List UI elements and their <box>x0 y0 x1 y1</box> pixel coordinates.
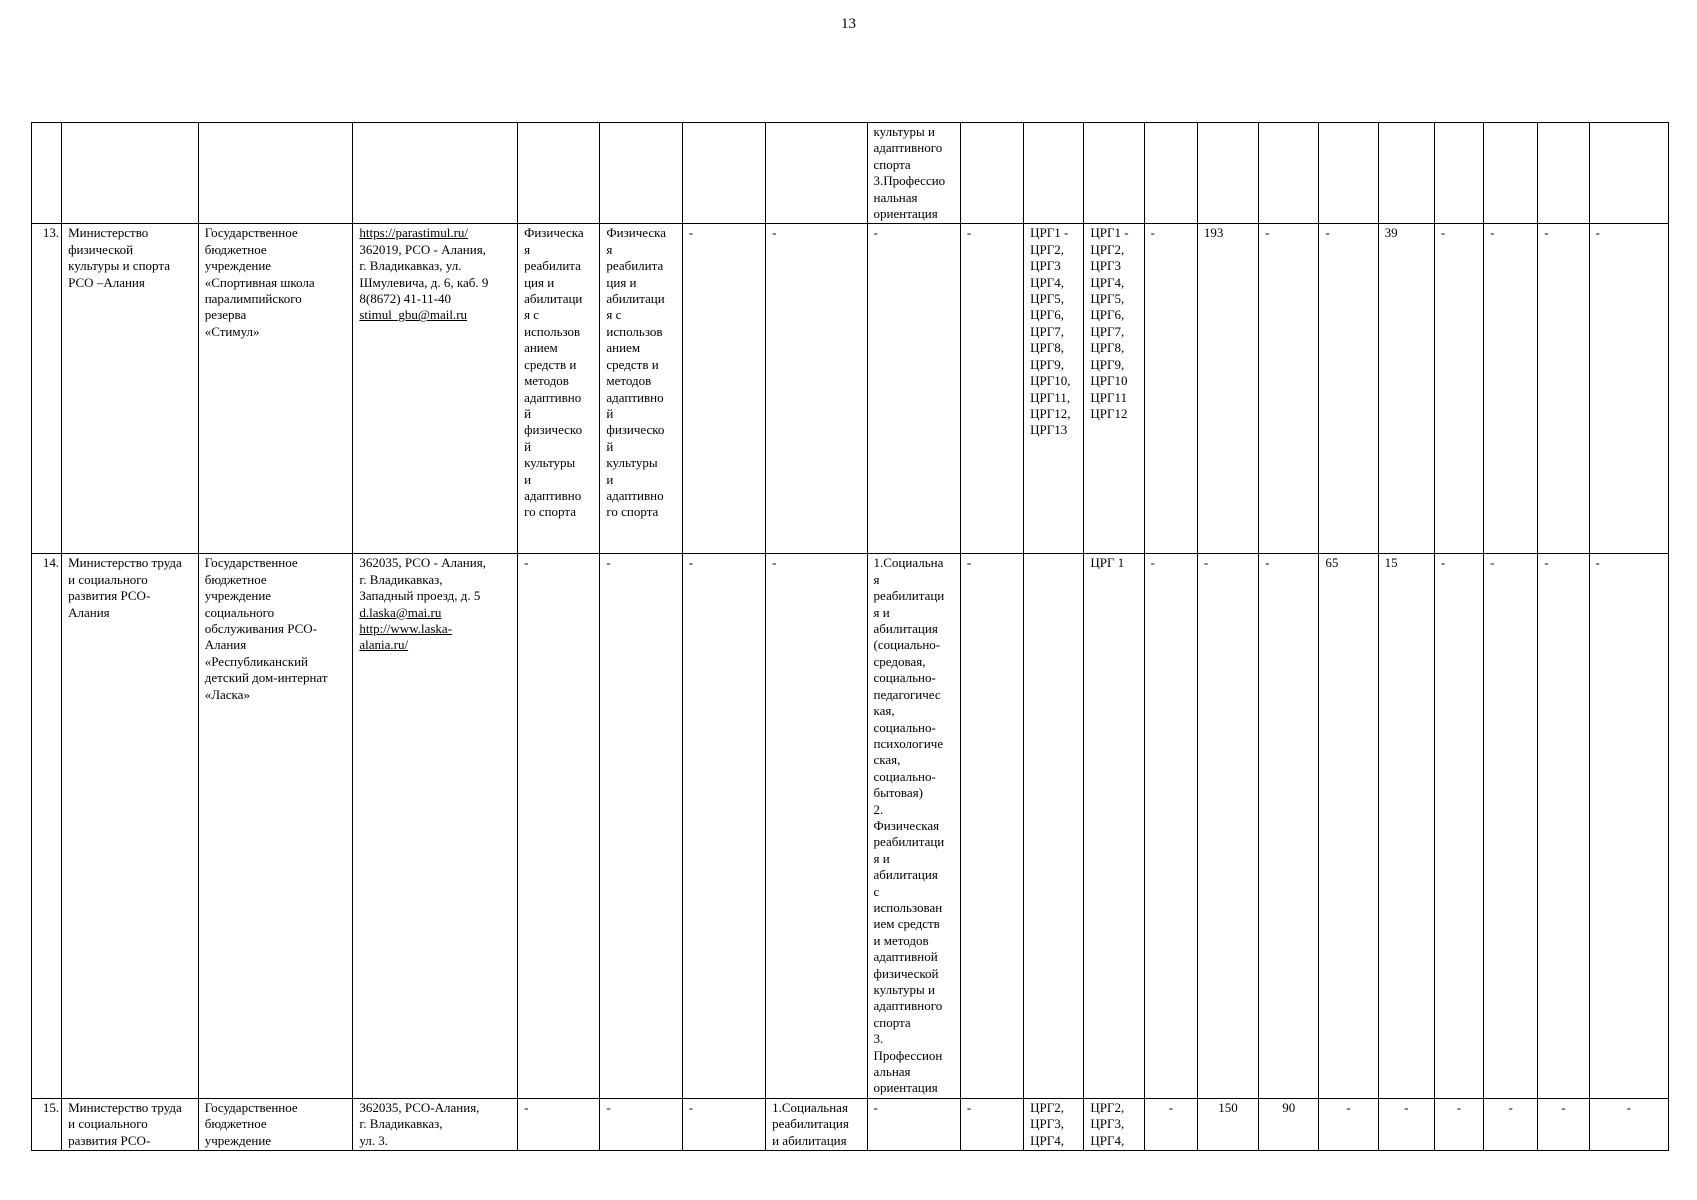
cell-col21: - <box>1589 224 1668 554</box>
cell-col19 <box>1484 123 1538 224</box>
cell-col11 <box>1024 123 1084 224</box>
cell-col13 <box>1144 123 1197 224</box>
cell-col16: - <box>1319 1098 1378 1150</box>
cell-organization <box>198 123 353 224</box>
cell-col20: - <box>1538 554 1589 1098</box>
cell-col6 <box>600 123 682 224</box>
cell-col17 <box>1378 123 1434 224</box>
table-row-14 <box>32 554 1669 1098</box>
cell-ministry: Министерство труда и социального развития РСО- Алания <box>62 554 199 1098</box>
cell-col7: - <box>682 554 765 1098</box>
cell-col10: - <box>960 554 1023 1098</box>
cell-col19: - <box>1484 224 1538 554</box>
address-text: 362035, РСО - Алания, г. Владикавказ, Западный проезд, д. 5 <box>359 555 486 604</box>
cell-col9: - <box>867 224 960 554</box>
cell-col14: - <box>1197 554 1258 1098</box>
cell-col10: - <box>960 224 1023 554</box>
cell-col12: ЦРГ2, ЦРГ3, ЦРГ4, <box>1084 1098 1144 1150</box>
cell-col20: - <box>1538 1098 1589 1150</box>
cell-col5: - <box>518 1098 600 1150</box>
cell-col9: культуры и адаптивного спорта 3.Профессио нальная ориентация <box>867 123 960 224</box>
table-row-continuation <box>32 123 1669 224</box>
cell-col13: - <box>1144 224 1197 554</box>
cell-organization: Государственное бюджетное учреждение «Спортивная школа паралимпийского резерва «Стимул» <box>198 224 353 554</box>
website-link[interactable]: https://parastimul.ru/ <box>359 225 469 241</box>
cell-col20 <box>1538 123 1589 224</box>
cell-col15: 90 <box>1259 1098 1319 1150</box>
cell-col20: - <box>1538 224 1589 554</box>
cell-contacts <box>353 224 518 554</box>
cell-col11 <box>1024 554 1084 1098</box>
cell-col10: - <box>960 1098 1023 1150</box>
email-link[interactable]: stimul_gbu@mail.ru <box>359 307 468 323</box>
cell-col5 <box>518 123 600 224</box>
email-link[interactable]: d.laska@mai.ru <box>359 604 442 620</box>
cell-col13: - <box>1144 1098 1197 1150</box>
cell-col17: 39 <box>1378 224 1434 554</box>
address-text: 362019, РСО - Алания, г. Владикавказ, ул. Шмулевича, д. 6, каб. 9 8(8672) 41-11-40 <box>359 241 489 307</box>
cell-col5: - <box>518 554 600 1098</box>
cell-col21: - <box>1589 554 1668 1098</box>
cell-col17: - <box>1378 1098 1434 1150</box>
cell-col14: 193 <box>1197 224 1258 554</box>
cell-contacts: 362035, РСО-Алания, г. Владикавказ, ул. 3. <box>353 1098 518 1150</box>
cell-col7: - <box>682 224 765 554</box>
cell-col21: - <box>1589 1098 1668 1150</box>
cell-col6: - <box>600 1098 682 1150</box>
cell-col12 <box>1084 123 1144 224</box>
cell-organization: Государственное бюджетное учреждение <box>198 1098 353 1150</box>
cell-col7: - <box>682 1098 765 1150</box>
cell-col11: ЦРГ1 - ЦРГ2, ЦРГ3 ЦРГ4, ЦРГ5, ЦРГ6, ЦРГ7, ЦРГ8, ЦРГ9, ЦРГ10, ЦРГ11, ЦРГ12, ЦРГ13 <box>1024 224 1084 554</box>
cell-col15: - <box>1259 554 1319 1098</box>
cell-organization: Государственное бюджетное учреждение социального обслуживания РСО- Алания «Республиканский детский дом-интернат «Ласка» <box>198 554 353 1098</box>
cell-col18 <box>1434 123 1483 224</box>
cell-num <box>32 123 62 224</box>
cell-col13: - <box>1144 554 1197 1098</box>
page-number: 13 <box>841 16 856 32</box>
cell-col18: - <box>1434 1098 1483 1150</box>
cell-ministry <box>62 123 199 224</box>
website-link[interactable]: http://www.laska- alania.ru/ <box>359 621 453 653</box>
cell-col6: Физическа я реабилита ция и абилитаци я с использов анием средств и методов адаптивно й физическо й культуры и адаптивно го спорта <box>600 224 682 554</box>
cell-col14 <box>1197 123 1258 224</box>
cell-col16: 65 <box>1319 554 1378 1098</box>
cell-col12: ЦРГ1 - ЦРГ2, ЦРГ3 ЦРГ4, ЦРГ5, ЦРГ6, ЦРГ7, ЦРГ8, ЦРГ9, ЦРГ10 ЦРГ11 ЦРГ12 <box>1084 224 1144 554</box>
cell-col15: - <box>1259 224 1319 554</box>
cell-col12: ЦРГ 1 <box>1084 554 1144 1098</box>
cell-col9: - <box>867 1098 960 1150</box>
cell-col14: 150 <box>1197 1098 1258 1150</box>
cell-num: 15. <box>32 1098 62 1150</box>
cell-col16 <box>1319 123 1378 224</box>
cell-contacts <box>353 123 518 224</box>
cell-ministry: Министерство физической культуры и спорта РСО –Алания <box>62 224 199 554</box>
cell-col11: ЦРГ2, ЦРГ3, ЦРГ4, <box>1024 1098 1084 1150</box>
cell-num: 13. <box>32 224 62 554</box>
cell-col15 <box>1259 123 1319 224</box>
table-row-15 <box>32 1098 1669 1150</box>
cell-col9: 1.Социальна я реабилитаци я и абилитация (социально- средовая, социально- педагогичес кая, социально- психологиче ская, социально- бытовая) 2. Физическая реабилитаци я и абилитация с использован ием средств и методов адаптивной физической культуры и адаптивного спорта 3. Профессион альная ориентация <box>867 554 960 1098</box>
cell-col19: - <box>1484 1098 1538 1150</box>
cell-col18: - <box>1434 554 1483 1098</box>
cell-col8 <box>766 123 867 224</box>
cell-col7 <box>682 123 765 224</box>
cell-col17: 15 <box>1378 554 1434 1098</box>
cell-col21 <box>1589 123 1668 224</box>
cell-col10 <box>960 123 1023 224</box>
cell-col19: - <box>1484 554 1538 1098</box>
cell-col18: - <box>1434 224 1483 554</box>
cell-col8: - <box>766 554 867 1098</box>
cell-col5: Физическа я реабилита ция и абилитаци я с использов анием средств и методов адаптивно й физическо й культуры и адаптивно го спорта <box>518 224 600 554</box>
cell-col16: - <box>1319 224 1378 554</box>
cell-num: 14. <box>32 554 62 1098</box>
cell-col8: 1.Социальная реабилитация и абилитация <box>766 1098 867 1150</box>
cell-col8: - <box>766 224 867 554</box>
table-row-13 <box>32 224 1669 554</box>
registry-table <box>31 122 1669 1151</box>
cell-col6: - <box>600 554 682 1098</box>
cell-contacts <box>353 554 518 1098</box>
cell-ministry: Министерство труда и социального развития РСО- <box>62 1098 199 1150</box>
